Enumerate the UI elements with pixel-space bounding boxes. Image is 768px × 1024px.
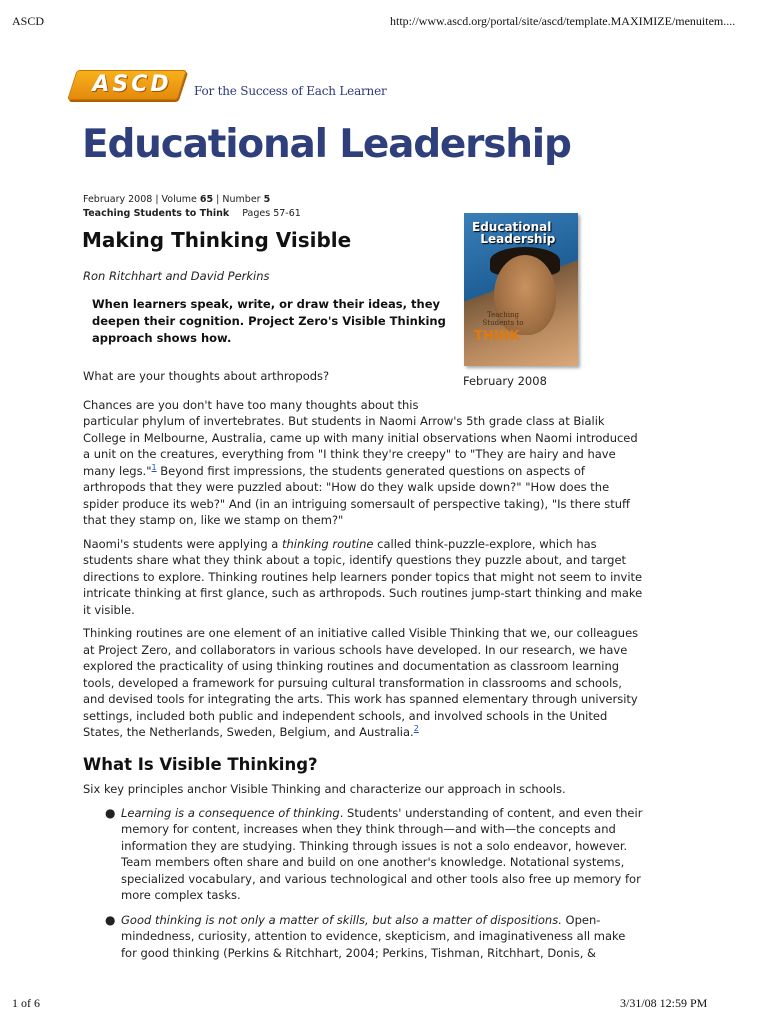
- browser-footer-timestamp: 3/31/08 12:59 PM: [620, 996, 708, 1010]
- principle-2-title: Good thinking is not only a matter of skills, but also a matter of dispositions.: [121, 912, 562, 927]
- browser-footer-page-count: 1 of 6: [12, 996, 40, 1010]
- paragraph-2: [83, 397, 643, 529]
- paragraph-4-text: Thinking routines are one element of an initiative called Visible Thinking that we, our colleagues at Project Zero, and collaborators in various schools have developed. In our research, we have explored the practicality of using thinking routines and documentation as classroom learning tools, developed a framework for pursuing cultural transformation in classrooms and schools, and devised tools for integrating the arts. This work has spanned elementary through university settings, included both public and independent schools, and involved schools in the United States, the Netherlands, Sweden, Belgium, and Australia.: [83, 626, 639, 739]
- bullet-icon: ●: [105, 805, 116, 820]
- volume-number: 65: [199, 194, 214, 205]
- ascd-logo[interactable]: [72, 70, 182, 104]
- number-label: Number: [222, 194, 261, 205]
- paragraph-2-text: particular phylum of invertebrates. But students in Naomi Arrow's 5th grade class at Bialik College in Melbourne, Australia, came up with many initial observations when Naomi introduced a unit on the creatures, everything from "I think they're creepy" to "They are hairy and have many legs.": [83, 414, 638, 478]
- article-body: [83, 368, 643, 969]
- section-heading: What Is Visible Thinking?: [83, 754, 318, 774]
- topic-info: [83, 208, 301, 219]
- list-item: [105, 805, 643, 904]
- issue-topic: Teaching Students to Think: [83, 208, 230, 219]
- issue-date: February 2008: [83, 194, 153, 205]
- paragraph-3-before: Naomi's students were applying a: [83, 536, 282, 551]
- paragraph-2-after: Beyond first impressions, the students generated questions on aspects of arthropods that they were puzzled about: "How do they walk upside down?" "How does the spider produce its web?" And (in an intriguing somersault of perspective taking), "Is there stuff that they stamp on, like we stamp on them?": [83, 463, 630, 527]
- cover-subtitle: Teaching Students to: [482, 311, 524, 327]
- volume-label: Volume: [161, 194, 197, 205]
- paragraph-3-emphasis: thinking routine: [281, 536, 374, 551]
- issue-number: 5: [263, 194, 271, 205]
- list-item: [105, 912, 643, 962]
- principles-list: [83, 805, 643, 962]
- masthead-title: Educational Leadership: [82, 122, 571, 167]
- logo-text: ASCD: [92, 72, 172, 97]
- issue-info: February 2008 | Volume 65 | Number 5: [83, 194, 271, 205]
- principle-2-text: Open-mindedness, curiosity, attention to evidence, skepticism, and imaginativeness all make for good thinking (Perkins & Ritchhart, 2004; Perkins, Tishman, Ritchhart, Donis, &: [121, 912, 626, 960]
- magazine-cover-image: [464, 213, 578, 366]
- page-range: Pages 57-61: [242, 208, 301, 219]
- principle-1-text: . Students' understanding of content, and even their memory for content, increases when they think through—and with—the concepts and information they are studying. Thinking through issues is not a solo endeavor, however. Team members often share and build on one another's knowledge. Notational systems, specialized vocabulary, and various technological and other tools also free up memory for more complex tasks.: [121, 805, 643, 902]
- cover-title-line1: Educational: [472, 220, 552, 234]
- bullet-icon: ●: [105, 912, 116, 927]
- browser-header-title: ASCD: [12, 14, 45, 28]
- paragraph-3: [83, 536, 643, 619]
- paragraph-1: What are your thoughts about arthropods?: [83, 369, 330, 383]
- article-authors: Ron Ritchhart and David Perkins: [83, 269, 270, 283]
- cover-title-line2: Leadership: [480, 232, 556, 246]
- article-title: Making Thinking Visible: [82, 228, 352, 252]
- principle-1-title: Learning is a consequence of thinking: [121, 805, 340, 820]
- paragraph-2-line1: Chances are you don't have too many thoughts about this: [83, 397, 419, 412]
- footnote-2-link[interactable]: 2: [413, 724, 419, 733]
- article-deck: When learners speak, write, or draw their ideas, they deepen their cognition. Project Zero's Visible Thinking approach shows how.: [92, 297, 446, 345]
- footnote-1-link[interactable]: 1: [151, 462, 157, 472]
- cover-headline: THINK: [474, 329, 520, 344]
- browser-header-url: http://www.ascd.org/portal/site/ascd/template.MAXIMIZE/menuitem....: [390, 14, 736, 28]
- paragraph-3-after: called think-puzzle-explore, which has students share what they think about a topic, identify questions they puzzle about, and target directions to explore. Thinking routines help learners ponder topics that might not seem to invite intricate thinking at first glance, such as arthropods. Such routines jump-start thinking and make it visible.: [83, 536, 643, 617]
- cover-caption: February 2008: [463, 374, 547, 388]
- paragraph-5: Six key principles anchor Visible Thinking and characterize our approach in schools.: [83, 782, 566, 796]
- cover-title: [472, 221, 572, 245]
- tagline: For the Success of Each Learner: [194, 84, 387, 98]
- paragraph-4: [83, 625, 643, 741]
